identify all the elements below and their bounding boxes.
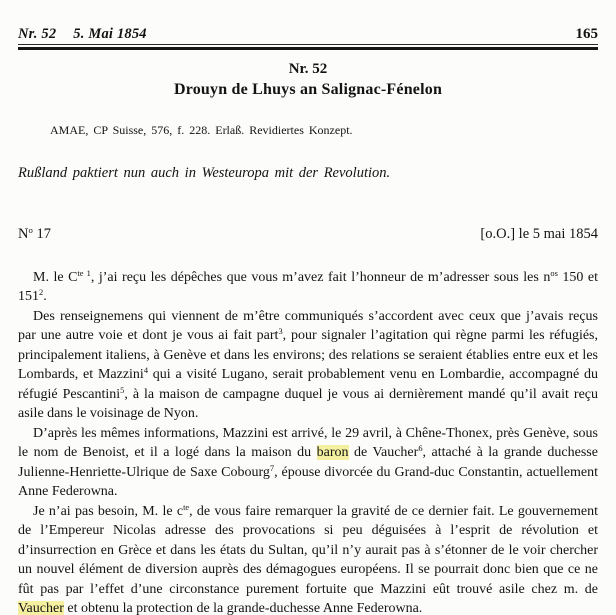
- letter-body: [18, 268, 598, 615]
- summary-regest: Rußland paktiert nun auch in Westeuropa mit der Revolution.: [18, 164, 391, 181]
- paragraph: D’après les mêmes informations, Mazzini est arrivé, le 29 avril, à Chêne-Thonex, près Genève, sous le nom de Benoist, et il a logé dans la maison du baron de Vaucher$^6$, attaché à la grande duchesse Julienne-Henriette-Ulrique de Saxe Cobourg$^7$, épouse divorcée du Grand-duc Constantin, actuellement Anne Federowna.: [18, 425, 598, 499]
- running-head-date: 5. Mai 1854: [73, 26, 147, 42]
- document-number: Nr. 52: [288, 60, 328, 77]
- paragraph: Des renseignemens qui viennent de m’être communiqués s’accordent avec ceux que j’avais reçus par une autre voie et dont je vous ai fait part$^3$, pour signaler l’agitation qui règne parmi les réfugiés, principalement italiens, à Genève et dans les environs; des relations se seraient établies entre eux et les Lombards, et Mazzini$^4$ qui a visité Lugano, serait probablement venu en Lombardie, accompagné du réfugié Pescantini$^5$, à la maison de campagne duquel je vous ai dernièrement mandé qu’il avait reçu asile dans le voisinage de Nyon.: [18, 308, 598, 421]
- header-rule: [18, 47, 598, 50]
- running-head-doc-number: Nr. 52: [18, 26, 57, 42]
- place-and-date: [o.O.] le 5 mai 1854: [480, 225, 598, 242]
- archival-source-note: AMAE, CP Suisse, 576, f. 228. Erlaß. Revidiertes Konzept.: [50, 122, 353, 137]
- running-head: [18, 26, 598, 45]
- page-number: 165: [575, 26, 598, 42]
- dispatch-number: $N^o$ 17: [18, 224, 51, 242]
- dateline: [18, 226, 598, 243]
- paragraph: M. le $C^{te 1}$, j’ai reçu les dépêches que vous m’avez fait l’honneur de m’adresser sous les $n^{os}$ 150 et $151^2$.: [18, 268, 598, 304]
- running-head-left: [18, 26, 147, 43]
- document-title: Drouyn de Lhuys an Salignac-Fénelon: [173, 80, 443, 98]
- paragraph: Je n’ai pas besoin, M. le $c^{te}$, de vous faire remarquer la gravité de ce dernier fait. Le gouvernement de l’Empereur Nicolas adresse des provocations si peu déguisées à l’esprit de révolution et d’insurrection en Grèce et dans les états du Sultan, qu’il n’y aurait pas à s’étonner de le voir chercher un nouvel élément de diversion auprès des démagogues européens. Il se pourrait donc bien que ce ne fût pas par l’effet d’une circonstance purement fortuite que Mazzini eût trouvé asile chez m. de Vaucher et obtenu la protection de la grande-duchesse Anne Federowna.: [18, 502, 598, 615]
